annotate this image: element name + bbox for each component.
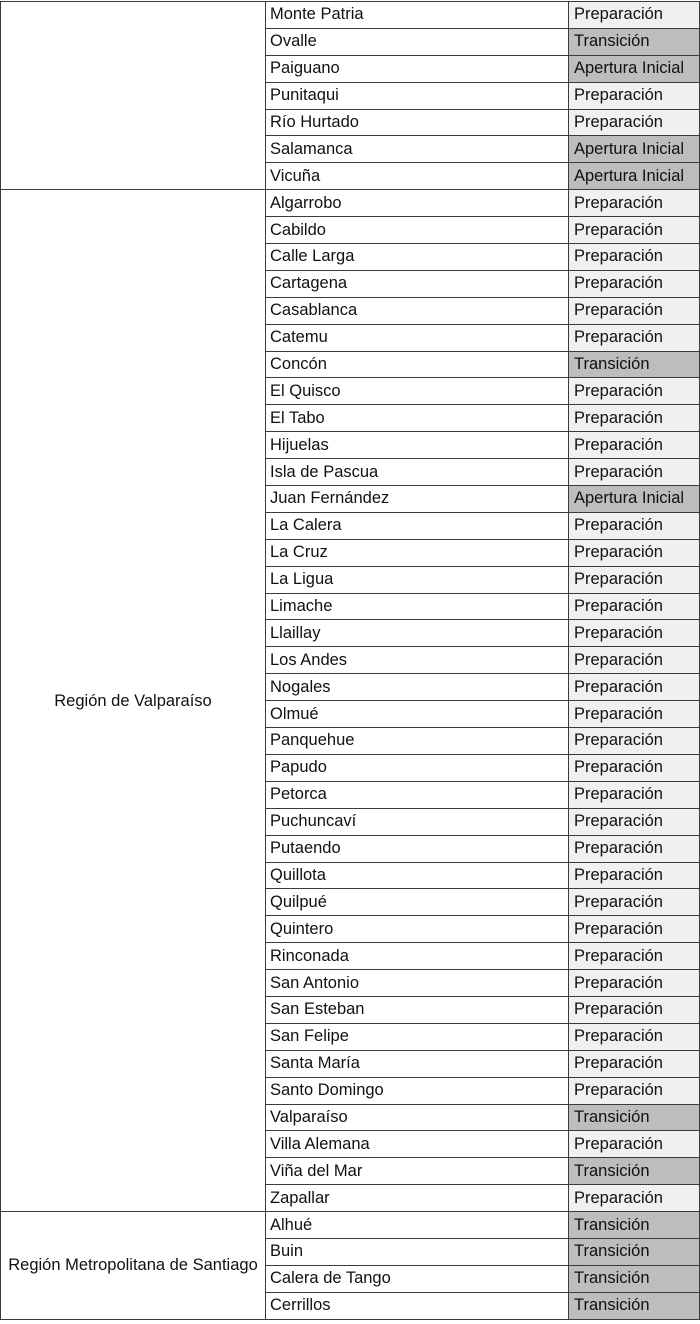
phase-cell: Preparación (569, 701, 700, 728)
phase-cell: Transición (569, 1158, 700, 1185)
phase-cell: Preparación (569, 996, 700, 1023)
comuna-cell: Zapallar (266, 1185, 569, 1212)
phase-cell: Preparación (569, 378, 700, 405)
comuna-cell: Quintero (266, 916, 569, 943)
comuna-cell: Ovalle (266, 28, 569, 55)
phase-cell: Transición (569, 351, 700, 378)
comuna-cell: Valparaíso (266, 1104, 569, 1131)
phase-cell: Apertura Inicial (569, 163, 700, 190)
phase-cell: Apertura Inicial (569, 486, 700, 513)
comuna-cell: Santo Domingo (266, 1077, 569, 1104)
phase-cell: Transición (569, 1212, 700, 1239)
phase-cell: Transición (569, 1238, 700, 1265)
phase-cell: Preparación (569, 674, 700, 701)
comuna-cell: Cartagena (266, 270, 569, 297)
comuna-cell: Algarrobo (266, 190, 569, 217)
region-cell: Región de Valparaíso (1, 190, 266, 1212)
comuna-cell: San Esteban (266, 996, 569, 1023)
phase-cell: Preparación (569, 647, 700, 674)
comuna-cell: Papudo (266, 754, 569, 781)
comuna-cell: Viña del Mar (266, 1158, 569, 1185)
comuna-cell: Isla de Pascua (266, 459, 569, 486)
phase-cell: Preparación (569, 889, 700, 916)
phase-cell: Preparación (569, 593, 700, 620)
phase-cell: Preparación (569, 190, 700, 217)
comuna-cell: Concón (266, 351, 569, 378)
comuna-cell: La Calera (266, 512, 569, 539)
phase-cell: Preparación (569, 862, 700, 889)
phase-cell: Preparación (569, 539, 700, 566)
phase-cell: Preparación (569, 1077, 700, 1104)
table-body (1, 2, 700, 1320)
comuna-cell: Llaillay (266, 620, 569, 647)
phase-cell: Preparación (569, 459, 700, 486)
comuna-cell: Villa Alemana (266, 1131, 569, 1158)
phase-cell: Preparación (569, 1050, 700, 1077)
phase-cell: Preparación (569, 835, 700, 862)
region-cell (1, 2, 266, 190)
comuna-cell: Putaendo (266, 835, 569, 862)
comuna-cell: Cabildo (266, 217, 569, 244)
phase-cell: Preparación (569, 1023, 700, 1050)
phase-cell: Preparación (569, 405, 700, 432)
phase-cell: Preparación (569, 324, 700, 351)
phase-cell: Preparación (569, 754, 700, 781)
comuna-cell: Los Andes (266, 647, 569, 674)
comuna-cell: El Quisco (266, 378, 569, 405)
phase-cell: Preparación (569, 297, 700, 324)
phase-cell: Preparación (569, 270, 700, 297)
comuna-cell: Juan Fernández (266, 486, 569, 513)
table-row (1, 1212, 700, 1239)
comuna-cell: La Ligua (266, 566, 569, 593)
comuna-cell: Cerrillos (266, 1292, 569, 1319)
comuna-cell: Quillota (266, 862, 569, 889)
region-cell: Región Metropolitana de Santiago (1, 1212, 266, 1320)
phase-cell: Preparación (569, 244, 700, 271)
comuna-cell: Puchuncaví (266, 808, 569, 835)
phase-cell: Preparación (569, 432, 700, 459)
phase-cell: Preparación (569, 2, 700, 29)
phase-cell: Transición (569, 1104, 700, 1131)
phase-cell: Transición (569, 1265, 700, 1292)
phase-cell: Preparación (569, 808, 700, 835)
comuna-cell: Casablanca (266, 297, 569, 324)
phase-cell: Preparación (569, 916, 700, 943)
comuna-cell: La Cruz (266, 539, 569, 566)
comuna-cell: San Felipe (266, 1023, 569, 1050)
comuna-cell: Catemu (266, 324, 569, 351)
comuna-cell: Punitaqui (266, 82, 569, 109)
phase-cell: Preparación (569, 1185, 700, 1212)
comuna-cell: Hijuelas (266, 432, 569, 459)
comuna-cell: Rinconada (266, 943, 569, 970)
phase-cell: Preparación (569, 109, 700, 136)
phase-cell: Preparación (569, 1131, 700, 1158)
phase-cell: Preparación (569, 970, 700, 997)
comuna-cell: Río Hurtado (266, 109, 569, 136)
phase-cell: Preparación (569, 620, 700, 647)
comuna-cell: Petorca (266, 781, 569, 808)
comuna-cell: Quilpué (266, 889, 569, 916)
comuna-cell: Limache (266, 593, 569, 620)
table-row (1, 2, 700, 29)
phase-cell: Transición (569, 1292, 700, 1319)
phase-cell: Transición (569, 28, 700, 55)
comuna-cell: Vicuña (266, 163, 569, 190)
comuna-cell: Salamanca (266, 136, 569, 163)
comuna-cell: Santa María (266, 1050, 569, 1077)
comuna-cell: Monte Patria (266, 2, 569, 29)
phase-cell: Apertura Inicial (569, 55, 700, 82)
comuna-cell: Panquehue (266, 728, 569, 755)
comuna-cell: Olmué (266, 701, 569, 728)
comuna-cell: San Antonio (266, 970, 569, 997)
phase-cell: Preparación (569, 781, 700, 808)
phase-cell: Preparación (569, 566, 700, 593)
comuna-cell: El Tabo (266, 405, 569, 432)
table-row (1, 190, 700, 217)
comuna-cell: Alhué (266, 1212, 569, 1239)
phase-cell: Preparación (569, 217, 700, 244)
comuna-cell: Nogales (266, 674, 569, 701)
phase-cell: Preparación (569, 943, 700, 970)
phase-cell: Preparación (569, 82, 700, 109)
comuna-cell: Paiguano (266, 55, 569, 82)
phase-cell: Preparación (569, 512, 700, 539)
comuna-cell: Calle Larga (266, 244, 569, 271)
comuna-cell: Calera de Tango (266, 1265, 569, 1292)
phase-cell: Apertura Inicial (569, 136, 700, 163)
comuna-cell: Buin (266, 1238, 569, 1265)
phase-cell: Preparación (569, 728, 700, 755)
comunas-fase-table (0, 1, 700, 1320)
